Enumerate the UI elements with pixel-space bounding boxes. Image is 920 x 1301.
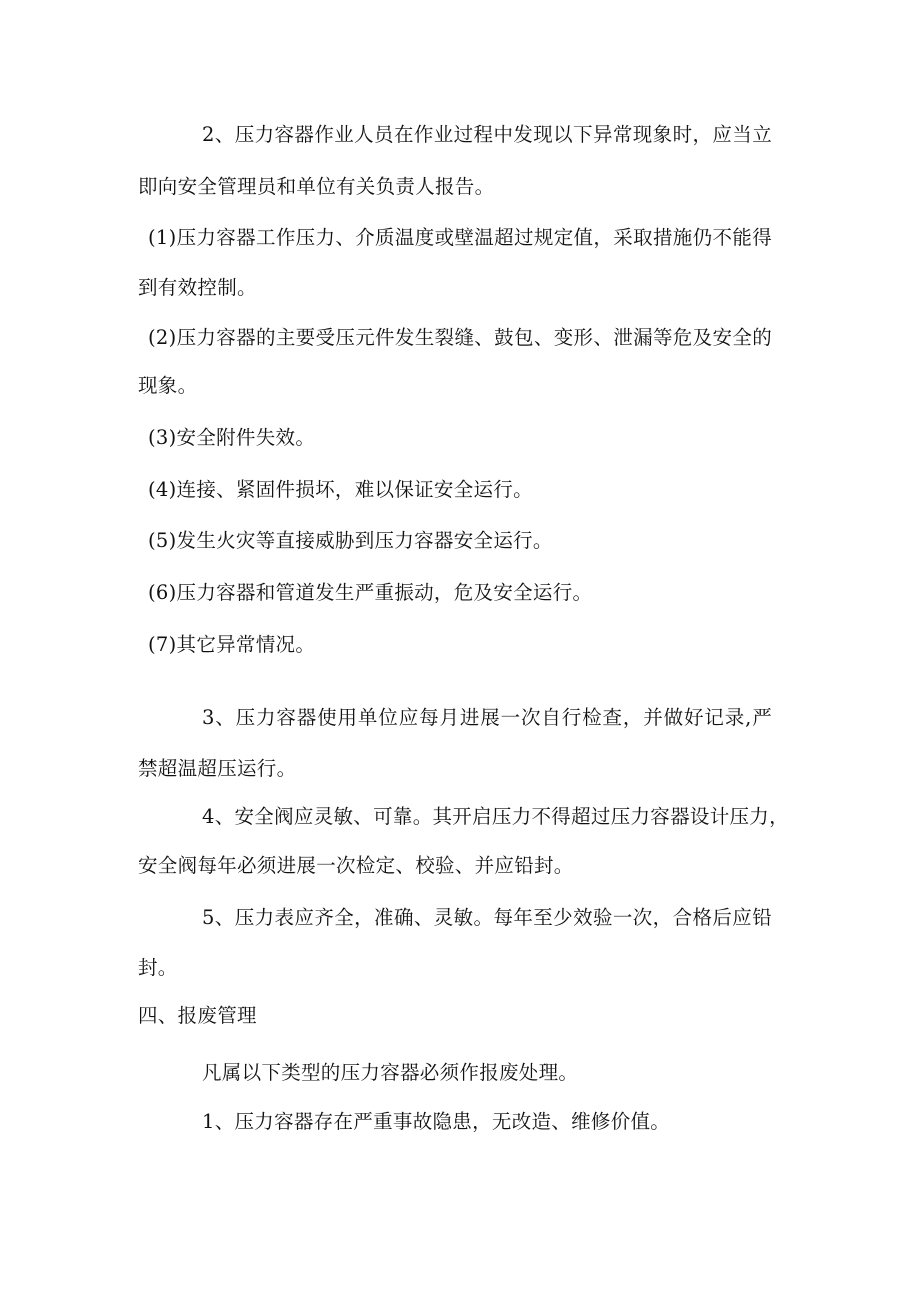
item-2-line-2: 现象。: [138, 374, 198, 397]
paragraph-4-line-2: 安全阀每年必须进展一次检定、校验、并应铅封。: [138, 854, 574, 877]
item-4: (4)连接、紧固件损坏，难以保证安全运行。: [148, 478, 533, 501]
paragraph-5-line-2: 封。: [138, 956, 178, 979]
paragraph-2-line-1: 2、压力容器作业人员在作业过程中发现以下异常现象时，应当立: [202, 123, 772, 146]
paragraph-3-line-2: 禁超温超压运行。: [138, 757, 297, 780]
paragraph-2-line-2: 即向安全管理员和单位有关负责人报告。: [138, 175, 495, 198]
item-3: (3)安全附件失效。: [148, 426, 316, 449]
scrap-item-1: 1、压力容器存在严重事故隐患，无改造、维修价值。: [202, 1110, 671, 1133]
item-1-line-2: 到有效控制。: [138, 276, 257, 299]
paragraph-4-line-1: 4、安全阀应灵敏、可靠。其开启压力不得超过压力容器设计压力，: [202, 805, 789, 828]
item-6: (6)压力容器和管道发生严重振动，危及安全运行。: [148, 581, 593, 604]
scrap-intro: 凡属以下类型的压力容器必须作报废处理。: [202, 1061, 579, 1084]
item-7: (7)其它异常情况。: [148, 633, 316, 656]
item-2-line-1: (2)压力容器的主要受压元件发生裂缝、鼓包、变形、泄漏等危及安全的: [148, 326, 772, 349]
paragraph-3-line-1: 3、压力容器使用单位应每月进展一次自行检查，并做好记录,严: [202, 706, 772, 729]
item-5: (5)发生火灾等直接威胁到压力容器安全运行。: [148, 529, 553, 552]
item-1-line-1: (1)压力容器工作压力、介质温度或壁温超过规定值，采取措施仍不能得: [148, 226, 772, 249]
paragraph-5-line-1: 5、压力表应齐全，准确、灵敏。每年至少效验一次，合格后应铅: [202, 906, 772, 929]
section-heading-scrap-management: 四、报废管理: [138, 1004, 257, 1027]
